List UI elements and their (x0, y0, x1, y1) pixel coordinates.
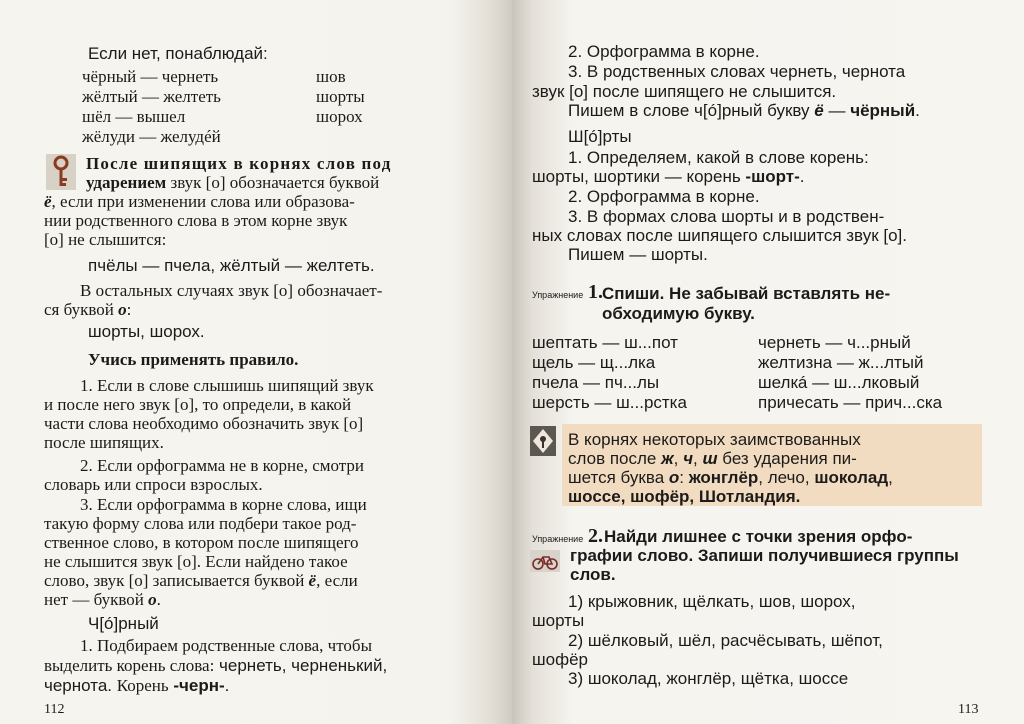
key-icon (46, 154, 76, 190)
sub1-line-2: выделить корень слова: чернеть, черненький, (44, 656, 388, 675)
word-example-left: Ч[ó]рный (88, 614, 159, 633)
step3-line-6: нет — буквой о. (44, 590, 161, 609)
bicycle-icon (530, 550, 560, 572)
pair-4: жёлуди — желудéй (82, 127, 221, 146)
sub1-line-1: 1. Подбираем родственные слова, чтобы (80, 636, 373, 655)
top-line-3: звук [о] после шипящего не слышится. (532, 82, 837, 101)
other-cases-2: ся буквой о: (44, 300, 132, 319)
exercise-1-header: Упражнение 1. (532, 281, 603, 303)
ex1-col1-item: пчела — пч...лы (532, 373, 660, 392)
rule-marker-icon (530, 426, 556, 456)
rule2-line-1: В корнях некоторых заимствованных (568, 430, 861, 449)
apply-heading: Учись применять правило. (88, 350, 299, 369)
top-line-2: 3. В родственных словах чернеть, чернота (568, 62, 906, 81)
ex1-col1-item: щель — щ...лка (532, 353, 656, 372)
rule-line-4: нии родственного слова в этом корне звук (44, 211, 348, 230)
ex2-text-line-2: графии слово. Запиши получившиеся группы (570, 546, 959, 565)
ex2-text-line-3: слов. (570, 565, 616, 584)
steps2-line-4: 3. В формах слова шорты и в родствен- (568, 207, 885, 226)
top-line-4: Пишем в слове ч[ó]рный букву ё — чёрный. (568, 101, 920, 120)
other-cases-1: В остальных случаях звук [о] обозначает- (80, 281, 383, 300)
steps2-line-6: Пишем — шорты. (568, 245, 708, 264)
example-1: пчёлы — пчела, жёлтый — желтеть. (88, 256, 375, 275)
word-example-right: Ш[ó]рты (568, 127, 632, 146)
step3-line-5: слово, звук [о] записывается буквой ё, если (44, 571, 358, 590)
step2-line-2: словарь или спроси взрослых. (44, 475, 263, 494)
step2-line-1: 2. Если орфограмма не в корне, смотри (80, 456, 365, 475)
step1-line-2: и после него звук [о], то определи, в какой (44, 395, 352, 414)
ex1-col2-item: чернеть — ч...рный (758, 333, 911, 352)
rule2-line-3: шется буква о: жонглёр, лечо, шоколад, (568, 468, 893, 487)
ex1-col1-item: шерсть — ш...рстка (532, 393, 687, 412)
ex2-text-line-1: Найди лишнее с точки зрения орфо- (604, 527, 913, 546)
pair-3: шёл — вышел (82, 107, 186, 126)
pair-2-side: шорты (316, 87, 365, 106)
pair-2: жёлтый — желтеть (82, 87, 221, 106)
steps2-line-2: шорты, шортики — корень -шорт-. (532, 167, 805, 186)
page-number-right: 113 (958, 702, 979, 717)
ex1-col1-item: шептать — ш...пот (532, 333, 678, 352)
steps2-line-3: 2. Орфограмма в корне. (568, 187, 760, 206)
step1-line-4: после шипящих. (44, 433, 164, 452)
step3-line-3: ственное слово, в котором после шипящего (44, 533, 359, 552)
steps2-line-1: 1. Определяем, какой в слове корень: (568, 148, 869, 167)
top-line-1: 2. Орфограмма в корне. (568, 42, 760, 61)
step3-line-1: 3. Если орфограмма в корне слова, ищи (80, 495, 367, 514)
pair-1: чёрный — чернеть (82, 67, 219, 86)
ex2-item-2: 2) шёлковый, шёл, расчёсывать, шёпот, (568, 631, 883, 650)
page-number-left: 112 (44, 702, 65, 717)
ex1-col2-item: причесать — прич...ска (758, 393, 943, 412)
pair-3-side: шорох (316, 107, 363, 126)
sub1-line-3: чернота. Корень -черн-. (44, 676, 230, 695)
rule-line-5: [о] не слышится: (44, 230, 167, 249)
step1-line-1: 1. Если в слове слышишь шипящий звук (80, 376, 374, 395)
step1-line-3: части слова необходимо обозначить звук [о] (44, 414, 364, 433)
pair-1-side: шов (316, 67, 346, 86)
steps2-line-5: ных словах после шипящего слышится звук [о]. (532, 226, 908, 245)
rule2-line-4: шоссе, шофёр, Шотландия. (568, 487, 801, 506)
exercise-2-header: Упражнение 2. (532, 525, 603, 547)
ex1-col2-item: желтизна — ж...лтый (758, 353, 924, 372)
ex2-item-3: 3) шоколад, жонглёр, щётка, шоссе (568, 669, 849, 688)
rule2-line-2: слов после ж, ч, ш без ударения пи- (568, 449, 857, 468)
ex1-col2-item: шелкá — ш...лковый (758, 373, 920, 392)
rule-line-3: ё, если при изменении слова или образова- (44, 192, 355, 211)
step3-line-4: не слышится звук [о]. Если найдено такое (44, 552, 348, 571)
right-page (512, 0, 1024, 724)
ex1-text-line-1: Спиши. Не забывай вставлять не- (602, 284, 891, 303)
ex2-item-2-cont: шофёр (532, 650, 588, 669)
ex2-item-1-cont: шорты (532, 611, 585, 630)
step3-line-2: такую форму слова или подбери такое род- (44, 514, 357, 533)
example-2: шорты, шорох. (88, 322, 205, 341)
intro-line: Если нет, понаблюдай: (88, 44, 268, 63)
ex2-item-1: 1) крыжовник, щёлкать, шов, шорох, (568, 592, 856, 611)
ex1-text-line-2: обходимую букву. (602, 304, 755, 323)
rule-line-2: ударением звук [о] обозначается буквой (86, 173, 380, 192)
rule-line-1: После шипящих в корнях слов под (86, 154, 392, 173)
